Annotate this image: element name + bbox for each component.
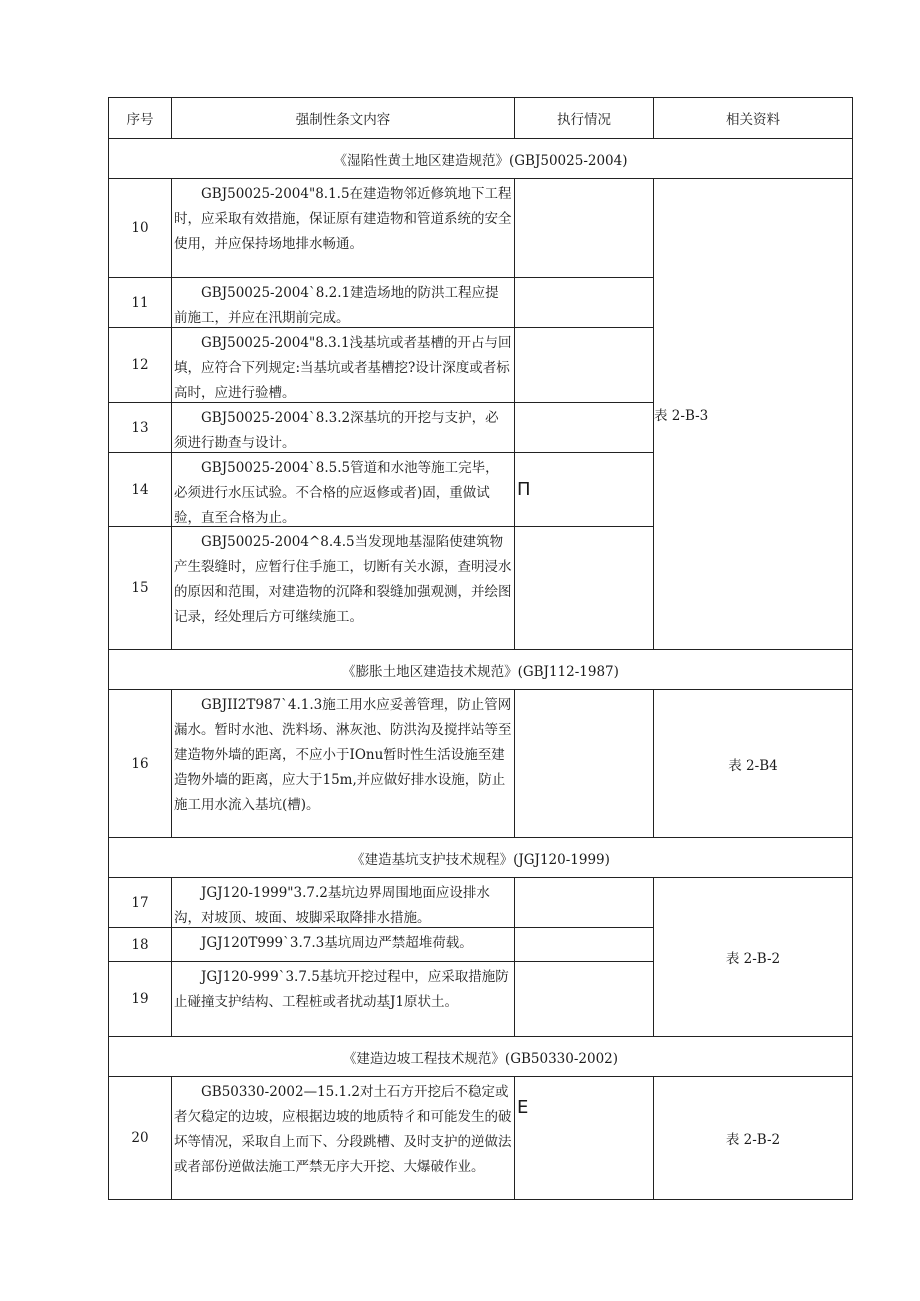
table-row [109, 878, 853, 928]
row-status [515, 328, 654, 403]
row-text: JGJ120-1999"3.7.2基坑边界周围地面应设排水沟，对坡顶、坡面、坡脚采取降排水措施。 [174, 885, 490, 926]
row-status [515, 403, 654, 453]
header-status: 执行情况 [515, 98, 654, 139]
row-text: GBJII2T987`4.1.3施工用水应妥善管理，防止管网漏水。暂时水池、洗料场、淋灰池、防洪沟及搅拌站等至建造物外墙的距离，不应小于IOnu暂时性生活设施至建造物外墙的距离，应大于15m,并应做好排水设施，防止施工用水流入基坑(槽)。 [174, 697, 512, 813]
row-no: 11 [109, 278, 172, 328]
header-content: 强制性条文内容 [172, 98, 515, 139]
section-title-row [109, 650, 853, 690]
row-text: GBJ50025-2004`8.3.2深基坑的开挖与支护，必须进行勘查与设计。 [174, 410, 499, 451]
section-title: 《建造基坑支护技术规程》(JGJ120-1999) [109, 838, 853, 878]
row-no: 20 [109, 1077, 172, 1200]
row-text: GB50330-2002—15.1.2对土石方开挖后不稳定或者欠稳定的边坡，应根据边坡的地质特彳和可能发生的破坏等情况，采取自上而下、分段跳槽、及时支护的逆做法或者部份逆做法施工严禁无序大开挖、大爆破作业。 [174, 1084, 512, 1175]
row-text: GBJ50025-2004"8.3.1浅基坑或者基槽的开占与回填，应符合下列规定:当基坑或者基槽挖?设计深度或者标高时，应进行验槽。 [174, 335, 512, 401]
regulation-table [108, 97, 853, 1200]
section-title-row [109, 139, 853, 179]
row-no: 15 [109, 527, 172, 650]
row-status [515, 278, 654, 328]
row-status [515, 527, 654, 650]
row-no: 16 [109, 690, 172, 838]
row-text: GBJ50025-2004`8.5.5管道和水池等施工完毕，必须进行水压试验。不合格的应返修或者)固，重做试验，直至合格为止。 [174, 460, 499, 526]
status-mark: П [515, 453, 654, 527]
row-status [515, 878, 654, 928]
header-no: 序号 [109, 98, 172, 139]
table-row [109, 1077, 853, 1200]
status-mark: E [515, 1077, 654, 1200]
section-title-row [109, 838, 853, 878]
row-ref: 表 2-B4 [654, 690, 853, 838]
row-status [515, 690, 654, 838]
row-no: 19 [109, 962, 172, 1037]
section-title: 《建造边坡工程技术规范》(GB50330-2002) [109, 1037, 853, 1077]
table-row [109, 179, 853, 278]
row-ref: 表 2-B-2 [654, 1077, 853, 1200]
row-text: JGJ120T999`3.7.3基坑周边严禁超堆荷载。 [201, 935, 473, 951]
table-row [109, 690, 853, 838]
row-status [515, 928, 654, 962]
row-text: GBJ50025-2004"8.1.5在建造物邻近修筑地下工程时，应采取有效措施，保证原有建造物和管道系统的安全使用，并应保持场地排水畅通。 [174, 186, 512, 252]
row-no: 14 [109, 453, 172, 527]
section-title: 《湿陷性黄土地区建造规范》(GBJ50025-2004) [109, 139, 853, 179]
row-status [515, 962, 654, 1037]
header-ref: 相关资料 [654, 98, 853, 139]
section-title: 《膨胀土地区建造技术规范》(GBJ112-1987) [109, 650, 853, 690]
row-no: 18 [109, 928, 172, 962]
row-ref: 表 2-B-3 [654, 179, 853, 650]
row-text: JGJ120-999`3.7.5基坑开挖过程中，应采取措施防止碰撞支护结构、工程桩或者扰动基J1原状土。 [174, 969, 509, 1010]
row-status [515, 179, 654, 278]
row-ref: 表 2-B-2 [654, 878, 853, 1037]
row-no: 13 [109, 403, 172, 453]
section-title-row [109, 1037, 853, 1077]
row-no: 12 [109, 328, 172, 403]
row-text: GBJ50025-2004^8.4.5当发现地基湿陷使建筑物产生裂缝时，应暂行住手施工，切断有关水源，查明浸水的原因和范围，对建造物的沉降和裂缝加强观测，并绘图记录，经处理后方可继续施工。 [174, 534, 512, 625]
header-row [109, 98, 853, 139]
row-no: 10 [109, 179, 172, 278]
row-no: 17 [109, 878, 172, 928]
row-text: GBJ50025-2004`8.2.1建造场地的防洪工程应提前施工，并应在汛期前完成。 [174, 285, 499, 326]
